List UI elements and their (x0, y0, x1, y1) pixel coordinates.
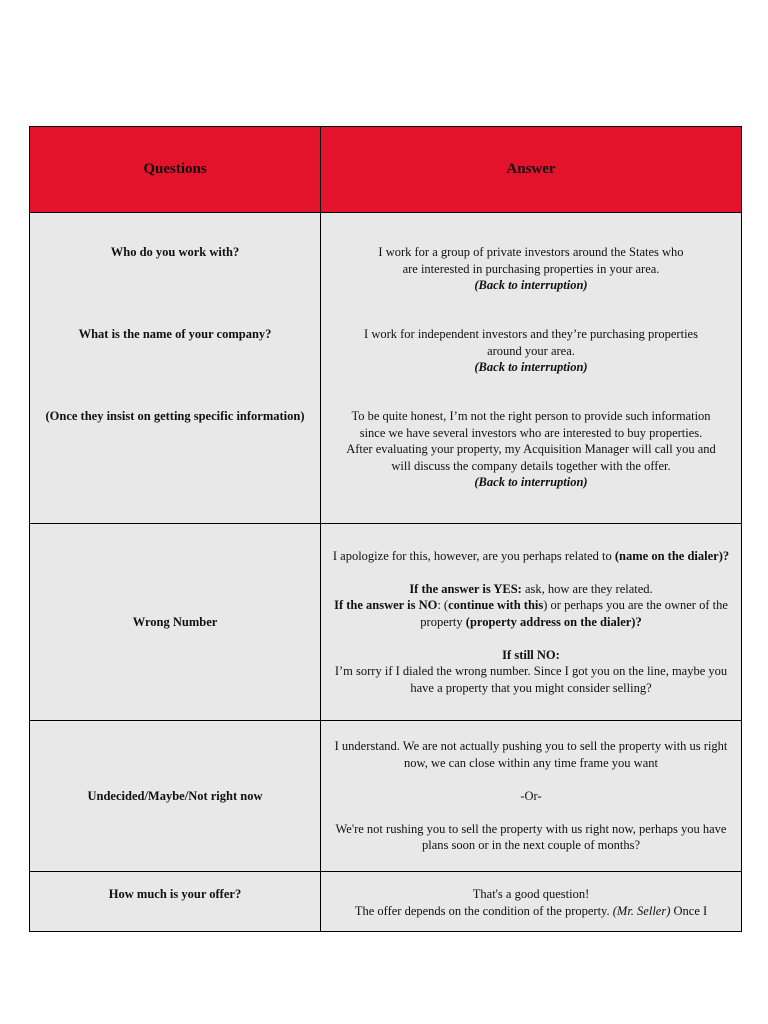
answer-text: I’m sorry if I dialed the wrong number. Since I got you on the line, maybe you have a property that you might consider selling? (334, 664, 728, 695)
answer-paragraph (323, 581, 739, 598)
answer-block-2 (323, 326, 739, 408)
answer-separator: -Or- (520, 788, 542, 803)
answer-cell (321, 213, 742, 524)
script-table-container (29, 126, 741, 932)
answer-bold-text: (name on the dialer)? (614, 548, 730, 563)
questions-header: Questions (30, 127, 321, 213)
answer-bold-text: If the answer is NO (334, 598, 438, 613)
table-row (30, 213, 742, 524)
answer-text: I apologize for this, however, are you perhaps related to (332, 548, 615, 563)
answer-block-1 (323, 244, 739, 326)
answer-paragraph (323, 903, 739, 920)
answer-text: I work for a group of private investors around the States who (378, 245, 684, 259)
answer-paragraph (323, 548, 739, 565)
question-cell (30, 872, 321, 932)
answer-text: We're not rushing you to sell the property with us right now, perhaps you have plans soon or in the next couple of months? (335, 821, 727, 853)
answer-text: ) or perhaps you are the owner of the property (420, 598, 728, 629)
question-who-do-you-work-with: Who do you work with? (110, 245, 240, 259)
answer-bold-text: If still NO: (502, 647, 560, 662)
table-row (30, 721, 742, 872)
answer-cell (321, 524, 742, 721)
answer-cell (321, 872, 742, 932)
header-row (30, 127, 742, 213)
answer-text: ask, how are they related. (521, 581, 653, 596)
question-cell (30, 213, 321, 524)
answer-text: That's a good question! (472, 887, 590, 901)
answer-bold-text: If the answer is YES: (409, 581, 522, 596)
answer-text: After evaluating your property, my Acquisition Manager will call you and (346, 442, 716, 456)
answer-text: since we have several investors who are interested to buy properties. (359, 425, 703, 440)
answer-text: I understand. We are not actually pushing you to sell the property with us right now, we can close within any time frame you want (334, 739, 728, 770)
answer-block-3 (323, 408, 739, 491)
question-offer: How much is your offer? (108, 887, 242, 901)
answer-paragraph (323, 597, 739, 630)
question-cell (30, 721, 321, 872)
question-specific-info: (Once they insist on getting specific information) (45, 409, 305, 423)
answer-text: are interested in purchasing properties in your area. (402, 261, 660, 276)
back-to-interruption-note: (Back to interruption) (474, 278, 588, 292)
answer-text: To be quite honest, I’m not the right person to provide such information (351, 409, 711, 423)
back-to-interruption-note: (Back to interruption) (474, 360, 588, 374)
answer-text: I work for independent investors and they’re purchasing properties (364, 327, 698, 341)
question-company-name: What is the name of your company? (78, 327, 272, 341)
question-undecided: Undecided/Maybe/Not right now (87, 788, 263, 803)
answer-text: around your area. (487, 343, 575, 358)
answer-header: Answer (321, 127, 742, 213)
answer-text: will discuss the company details together with the offer. (391, 458, 671, 473)
answer-cell (321, 721, 742, 872)
answer-bold-text: continue with this (448, 598, 544, 613)
table-row (30, 872, 742, 932)
answer-italic-text: (Mr. Seller) (612, 903, 671, 918)
qa-table (29, 126, 742, 932)
back-to-interruption-note: (Back to interruption) (474, 475, 588, 489)
question-wrong-number: Wrong Number (132, 614, 218, 629)
answer-bold-text: (property address on the dialer)? (465, 614, 642, 629)
question-cell (30, 524, 321, 721)
answer-text: The offer depends on the condition of the property. (354, 903, 613, 918)
answer-text: : ( (437, 598, 449, 613)
table-row (30, 524, 742, 721)
answer-text: Once I (670, 903, 708, 918)
